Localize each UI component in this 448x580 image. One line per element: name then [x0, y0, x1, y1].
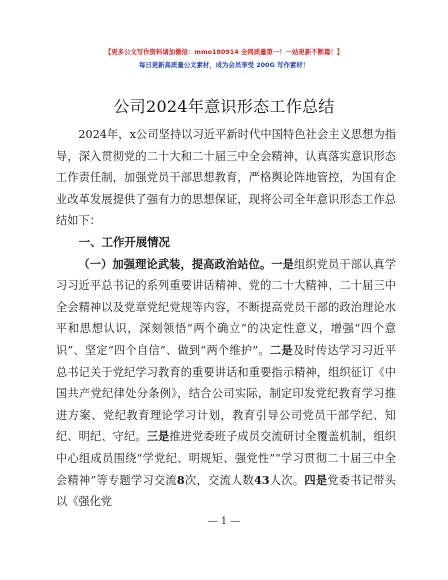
- paragraph-text: 组织党员干部认真学习习近平总书记的系列重要讲话精神、党的二十大精神、二十届三中全会精神以及党章党纪党规等内容，不断提高党员干部的政治理论水平和思想认识，深刻领悟“两个确立”的决定性意义，增强“四个意识”、坚定“四个自信”、做到“两个维护”。: [56, 257, 396, 357]
- document-body: [56, 124, 396, 513]
- count-value: 8: [176, 472, 185, 487]
- promo-banner-line-1: 【更多公文写作资料请加微信：mmo180914 全网质量第一！一站更新不断篇！】: [104, 48, 344, 56]
- subsection-title: （一）加强理论武装，提高政治站位。: [78, 256, 272, 271]
- enumeration-marker: 一是: [271, 256, 294, 271]
- enumeration-marker: 二是: [269, 342, 293, 357]
- count-value: 43: [253, 472, 270, 487]
- paragraph-text: 人次。: [269, 473, 305, 487]
- section-heading-1: 一、工作开展情况: [78, 234, 170, 249]
- intro-paragraph: 2024年，x公司坚持以习近平新时代中国特色社会主义思想为指导，深入贯彻党的二十大和二十届三中全会精神，认真落实意识形态工作责任制，加强党员干部思想教育，严格舆论阵地管控，为国有企业改革发展提供了强有力的思想保证，现将公司全年意识形态工作总结如下：: [56, 128, 396, 228]
- enumeration-marker: 四是: [304, 472, 328, 487]
- paragraph-text: 次，交流人数: [184, 473, 254, 487]
- paragraph-text: 党委书记带头以《强化党: [56, 473, 396, 509]
- paragraph-text: 推进党委班子成员交流研讨全覆盖机制，组织中心组成员围绕“学党纪、明规矩、强党性”“学习贯彻二十届三中全会精神”等专题学习交流: [56, 430, 396, 487]
- document-title: 公司2024年意识形态工作总结: [113, 97, 335, 116]
- page-number: — 1 —: [207, 516, 241, 527]
- body-paragraph-1: [56, 254, 396, 513]
- paragraph-text: 及时传达学习习近平总书记关于党纪学习教育的重要讲话和重要指示精神，组织征订《中国共产党纪律处分条例》，结合公司实际，制定印发党纪教育学习推进方案、党纪教育理论学习计划，教育引导公司党员干部学纪、知纪、明纪、守纪。: [56, 343, 396, 444]
- promo-banner-line-2: 每日更新高质量公文素材，成为会员享受 200G 写作素材！: [138, 61, 310, 69]
- enumeration-marker: 三是: [146, 429, 170, 444]
